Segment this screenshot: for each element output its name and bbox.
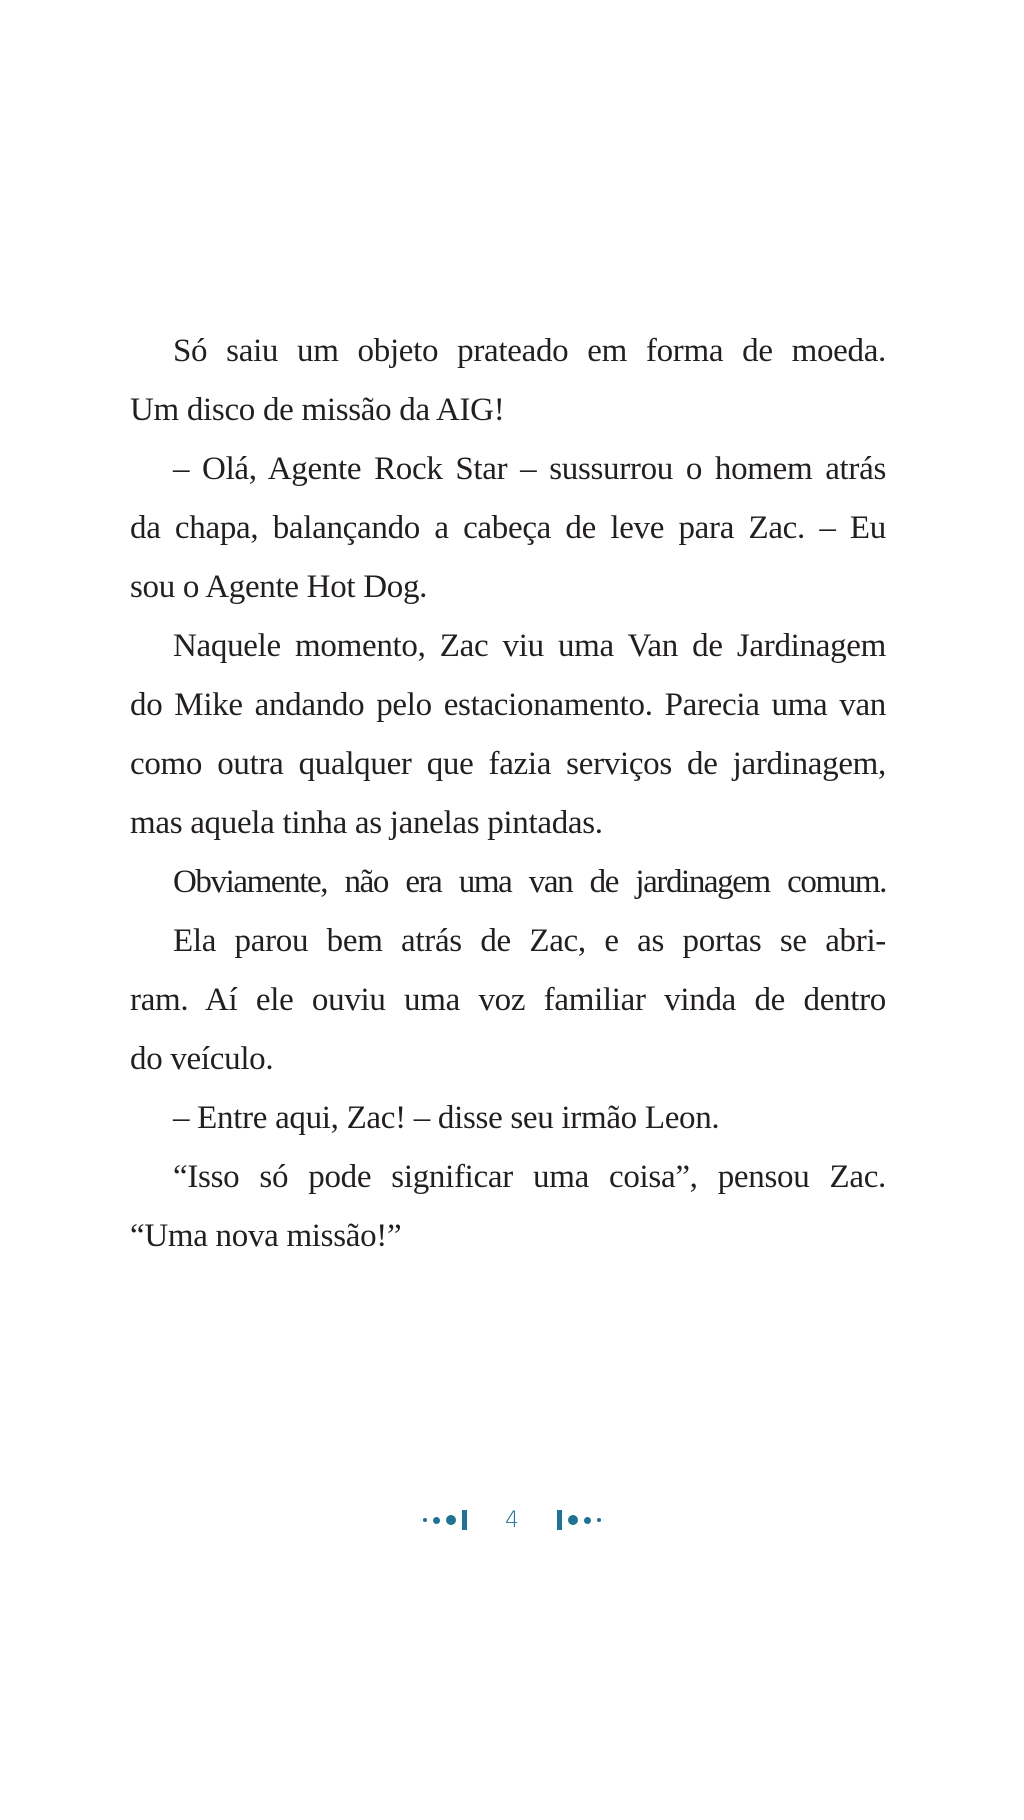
dot-icon bbox=[446, 1515, 456, 1525]
dot-icon bbox=[433, 1517, 440, 1524]
text-line: Obviamente, não era uma van de jardinagem comum. bbox=[173, 864, 886, 900]
body-text bbox=[130, 322, 886, 1266]
text-line: Só saiu um objeto prateado em forma de moeda. bbox=[173, 333, 886, 369]
text-line: ram. Aí ele ouviu uma voz familiar vinda de dentro bbox=[130, 982, 886, 1018]
folio-ornament-right bbox=[557, 1510, 601, 1530]
text-line: “Uma nova missão!” bbox=[130, 1218, 402, 1254]
text-line: Um disco de missão da AIG! bbox=[130, 392, 505, 428]
text-line: “Isso só pode significar uma coisa”, pensou Zac. bbox=[173, 1159, 886, 1195]
text-line: como outra qualquer que fazia serviços de jardinagem, bbox=[130, 746, 886, 782]
text-line: mas aquela tinha as janelas pintadas. bbox=[130, 805, 603, 841]
text-line: sou o Agente Hot Dog. bbox=[130, 569, 428, 605]
bar-icon bbox=[462, 1510, 467, 1530]
page-footer bbox=[0, 1500, 1024, 1540]
text-line: – Olá, Agente Rock Star – sussurrou o homem atrás bbox=[173, 451, 886, 487]
text-line: do veículo. bbox=[130, 1041, 274, 1077]
folio-ornament-left bbox=[423, 1510, 467, 1530]
text-line: Ela parou bem atrás de Zac, e as portas se abri- bbox=[173, 923, 886, 959]
dot-icon bbox=[568, 1515, 578, 1525]
text-line: do Mike andando pelo estacionamento. Parecia uma van bbox=[130, 687, 886, 723]
bar-icon bbox=[557, 1510, 562, 1530]
dot-icon bbox=[423, 1518, 427, 1522]
dot-icon bbox=[597, 1518, 601, 1522]
text-line: Naquele momento, Zac viu uma Van de Jardinagem bbox=[173, 628, 886, 664]
text-line: da chapa, balançando a cabeça de leve para Zac. – Eu bbox=[130, 510, 886, 546]
page-number: 4 bbox=[505, 1507, 519, 1533]
text-line: – Entre aqui, Zac! – disse seu irmão Leon. bbox=[173, 1100, 720, 1136]
dot-icon bbox=[584, 1517, 591, 1524]
